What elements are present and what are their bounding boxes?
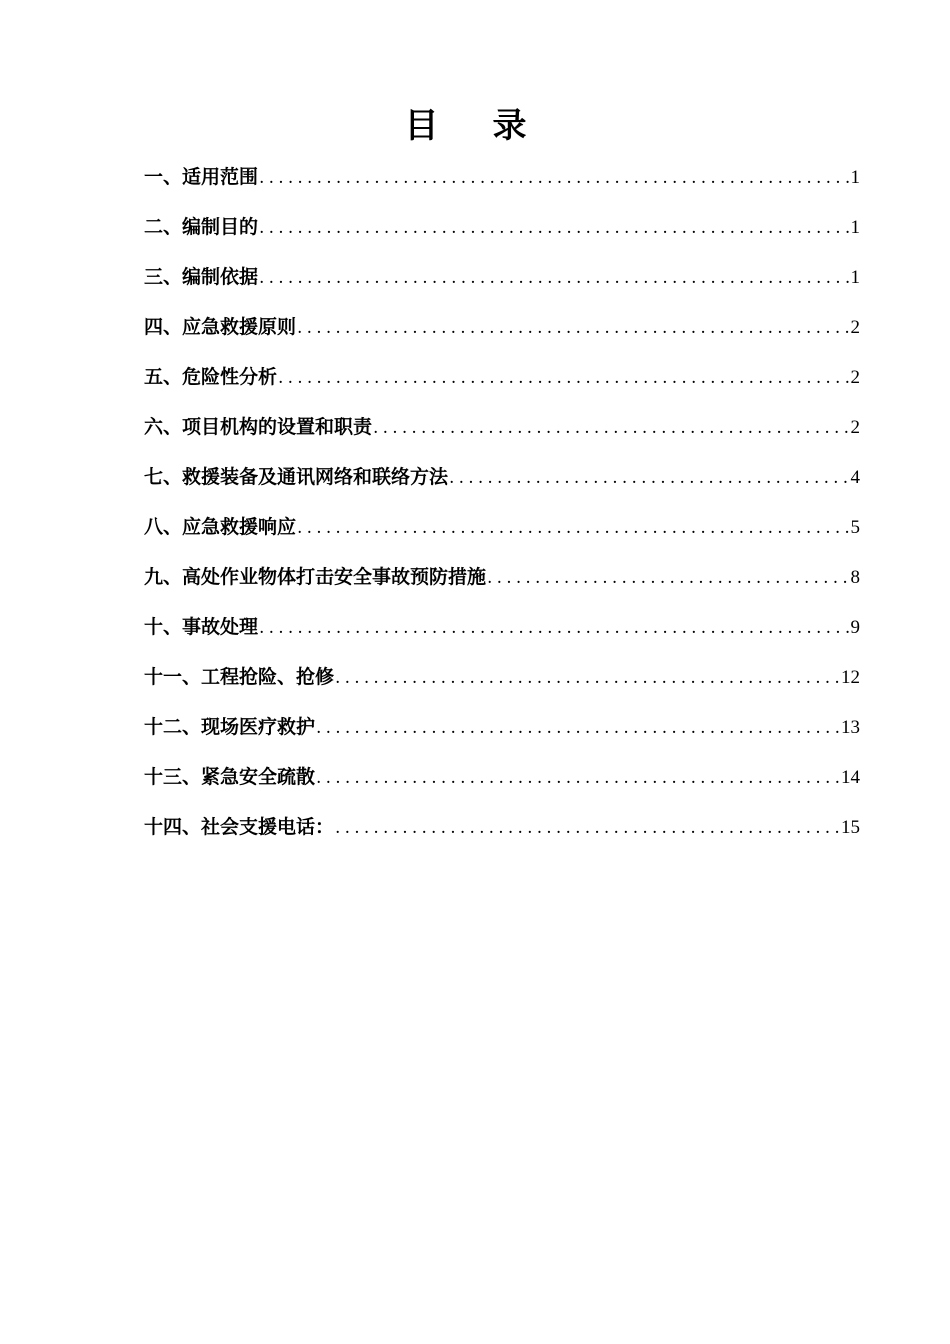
toc-entry-label: 十四、社会支援电话： xyxy=(144,816,335,838)
toc-entry[interactable] xyxy=(144,460,860,510)
toc-entry-label: 四、应急救援原则 xyxy=(144,316,297,338)
toc-page-number: 2 xyxy=(850,417,860,438)
toc-entry[interactable] xyxy=(144,610,860,660)
toc-dot-leader xyxy=(258,611,848,645)
toc-entry-label: 十一、工程抢险、抢修 xyxy=(144,666,335,688)
toc-entry-label: 十三、紧急安全疏散 xyxy=(144,766,316,788)
toc-entry-label: 七、救援装备及通讯网络和联络方法 xyxy=(144,466,449,488)
toc-entry[interactable] xyxy=(144,510,860,560)
toc-dot-leader xyxy=(296,511,848,545)
toc-page-number: 2 xyxy=(850,317,860,338)
toc-entry[interactable] xyxy=(144,660,860,710)
toc-page-number: 1 xyxy=(850,167,860,188)
toc-page-number: 2 xyxy=(850,367,860,388)
toc-dot-leader xyxy=(315,711,839,745)
toc-dot-leader xyxy=(448,461,848,495)
toc-dot-leader xyxy=(372,411,848,445)
toc-title: 目录 xyxy=(404,106,581,146)
toc-page-number: 1 xyxy=(850,217,860,238)
toc-dot-leader xyxy=(258,211,848,245)
toc-entry-label: 十二、现场医疗救护 xyxy=(144,716,316,738)
toc-page-number: 12 xyxy=(841,667,860,688)
toc-entry-label: 九、高处作业物体打击安全事故预防措施 xyxy=(144,566,487,588)
toc-entry[interactable] xyxy=(144,560,860,610)
toc-entry[interactable] xyxy=(144,410,860,460)
toc-entry[interactable] xyxy=(144,310,860,360)
toc-entry-label: 三、编制依据 xyxy=(144,266,259,288)
toc-entry-label: 二、编制目的 xyxy=(144,216,259,238)
toc-entry[interactable] xyxy=(144,260,860,310)
toc-entry[interactable] xyxy=(144,710,860,760)
toc-page-number: 5 xyxy=(850,517,860,538)
toc-entry[interactable] xyxy=(144,760,860,810)
table-of-contents xyxy=(144,160,860,860)
toc-entry-label: 五、危险性分析 xyxy=(144,366,278,388)
toc-page-number: 9 xyxy=(850,617,860,638)
toc-page-number: 15 xyxy=(841,817,860,838)
toc-entry[interactable] xyxy=(144,160,860,210)
toc-entry-label: 六、项目机构的设置和职责 xyxy=(144,416,373,438)
toc-page-number: 4 xyxy=(850,467,860,488)
toc-entry[interactable] xyxy=(144,810,860,860)
toc-entry-label: 十、事故处理 xyxy=(144,616,259,638)
toc-entry-label: 一、适用范围 xyxy=(144,166,259,188)
toc-dot-leader xyxy=(258,261,848,295)
toc-dot-leader xyxy=(334,811,839,845)
toc-page-number: 8 xyxy=(850,567,860,588)
toc-dot-leader xyxy=(296,311,848,345)
toc-entry-label: 八、应急救援响应 xyxy=(144,516,297,538)
toc-entry[interactable] xyxy=(144,210,860,260)
toc-dot-leader xyxy=(315,761,839,795)
toc-page-number: 1 xyxy=(850,267,860,288)
toc-page-number: 14 xyxy=(841,767,860,788)
toc-dot-leader xyxy=(258,161,848,195)
toc-entry[interactable] xyxy=(144,360,860,410)
toc-dot-leader xyxy=(486,561,848,595)
toc-dot-leader xyxy=(334,661,839,695)
toc-page-number: 13 xyxy=(841,717,860,738)
toc-dot-leader xyxy=(277,361,848,395)
